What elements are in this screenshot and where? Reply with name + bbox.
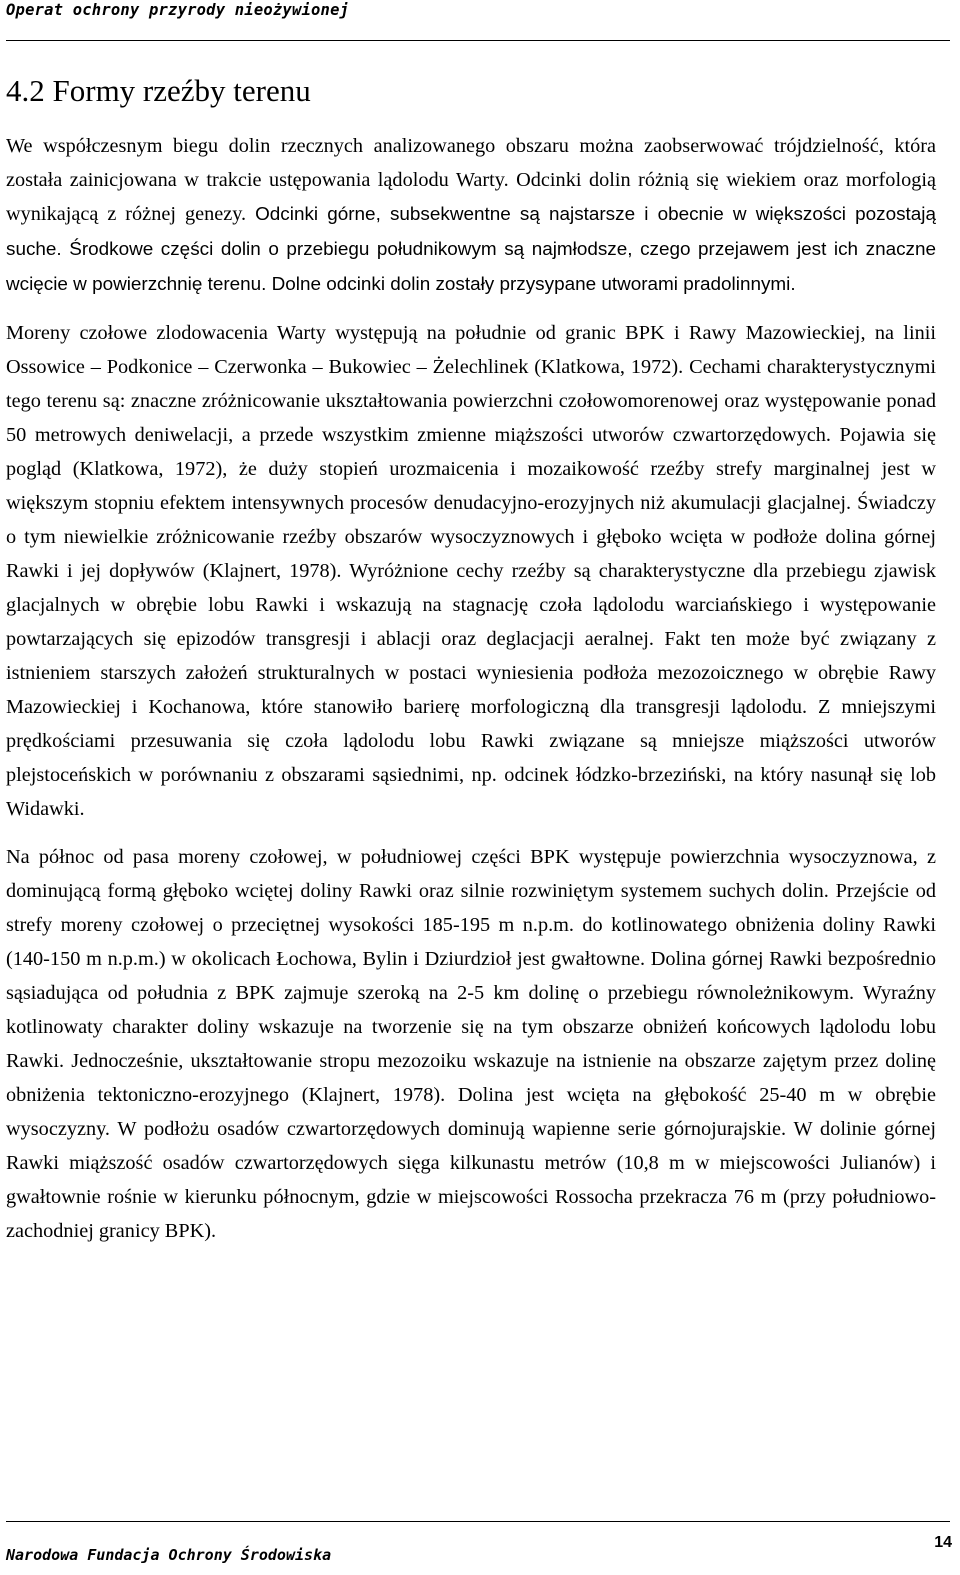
section-title: 4.2 Formy rzeźby terenu [6, 73, 311, 108]
footer-divider [6, 1521, 950, 1522]
paragraph: Moreny czołowe zlodowacenia Warty występują na południe od granic BPK i Rawy Mazowieckiej, na linii Ossowice – Podkonice – Czerwonka – Bukowiec – Żelechlinek (Klatkowa, 1972). Cechami charakterystycznymi tego terenu są: znaczne zróżnicowanie ukształtowania powierzchni czołowomorenowej oraz występowanie ponad 50 metrowych deniwelacji, a przede wszystkim zmienne miąższości utworów czwartorzędowych. Pojawia się pogląd (Klatkowa, 1972), że duży stopień urozmaicenia i mozaikowość rzeźby strefy marginalnej jest w większym stopniu efektem intensywnych procesów denudacyjno-erozyjnych niż akumulacji glacjalnej. Świadczy o tym niewielkie zróżnicowanie rzeźby obszarów wysoczyznowych i głęboko wcięta w podłoże dolina górnej Rawki i jej dopływów (Klajnert, 1978). Wyróżnione cechy rzeźby są charakterystyczne dla przebiegu zjawisk glacjalnych w obrębie lobu Rawki i wskazują na stagnację czoła lądolodu warciańskiego i występowanie powtarzających się epizodów transgresji i ablacji oraz deglacjacji aeralnej. Fakt ten może być związany z istnieniem starszych założeń strukturalnych w postaci wyniesienia podłoża mezozoicznego w obrębie Rawy Mazowieckiej i Kochanowa, które stanowiło barierę morfologiczną dla transgresji lądolodu. Z mniejszymi prędkościami przesuwania się czoła lądolodu lobu Rawki związane są mniejsze miąższości utworów plejstoceńskich w porównaniu z obszarami sąsiednimi, np. odcinek łódzko-brzeziński, na który nasunął się lob Widawki. [6, 322, 936, 820]
paragraph-text-serif: We współczesnym biegu dolin rzecznych analizowanego obszaru można zaobserwować trójdzielność, która została zainicjowana w trakcie ustępowania lądolodu Warty. Odcinki dolin różnią się wiekiem oraz morfologią wynikającą z różnej genezy. [6, 135, 936, 225]
document-body [6, 129, 936, 1248]
header-title: Operat ochrony przyrody nieożywionej [6, 1, 350, 19]
footer-organization: Narodowa Fundacja Ochrony Środowiska [6, 1546, 332, 1564]
page-header [6, 0, 950, 41]
page-number: 14 [934, 1534, 952, 1551]
paragraph-text-sans: Odcinki górne, subsekwentne są najstarsze i obecnie w większości pozostają suche. Środkowe części dolin o przebiegu południkowym są najmłodsze, czego przejawem jest ich znaczne wcięcie w powierzchnię terenu. Dolne odcinki dolin zostały przysypane utworami pradolinnymi. [6, 204, 936, 295]
paragraph: Na północ od pasa moreny czołowej, w południowej części BPK występuje powierzchnia wysoczyznowa, z dominującą formą głęboko wciętej doliny Rawki oraz silnie rozwiniętym systemem suchych dolin. Przejście od strefy moreny czołowej o przeciętnej wysokości 185-195 m n.p.m. do kotlinowatego obniżenia doliny Rawki (140-150 m n.p.m.) w okolicach Łochowa, Bylin i Dziurdzioł jest gwałtowne. Dolina górnej Rawki bezpośrednio sąsiadująca od południa z BPK zajmuje szeroką na 2-5 km dolinę o przebiegu równoleżnikowym. Wyraźny kotlinowaty charakter doliny wskazuje na tworzenie się na tym obszarze obniżeń końcowych lądolodu lobu Rawki. Jednocześnie, ukształtowanie stropu mezozoiku wskazuje na istnienie na obszarze zajętym przez dolinę obniżenia tektoniczno-erozyjnego (Klajnert, 1978). Dolina jest wcięta na głębokość 25-40 m w obrębie wysoczyzny. W podłożu osadów czwartorzędowych dominują wapienne serie górnojurajskie. W dolinie górnej Rawki miąższość osadów czwartorzędowych sięga kilkunastu metrów (10,8 m w miejscowości Julianów) i gwałtownie rośnie w kierunku północnym, gdzie w miejscowości Rossocha przekracza 76 m (przy południowo-zachodniej granicy BPK). [6, 846, 936, 1242]
paragraph [6, 129, 936, 302]
